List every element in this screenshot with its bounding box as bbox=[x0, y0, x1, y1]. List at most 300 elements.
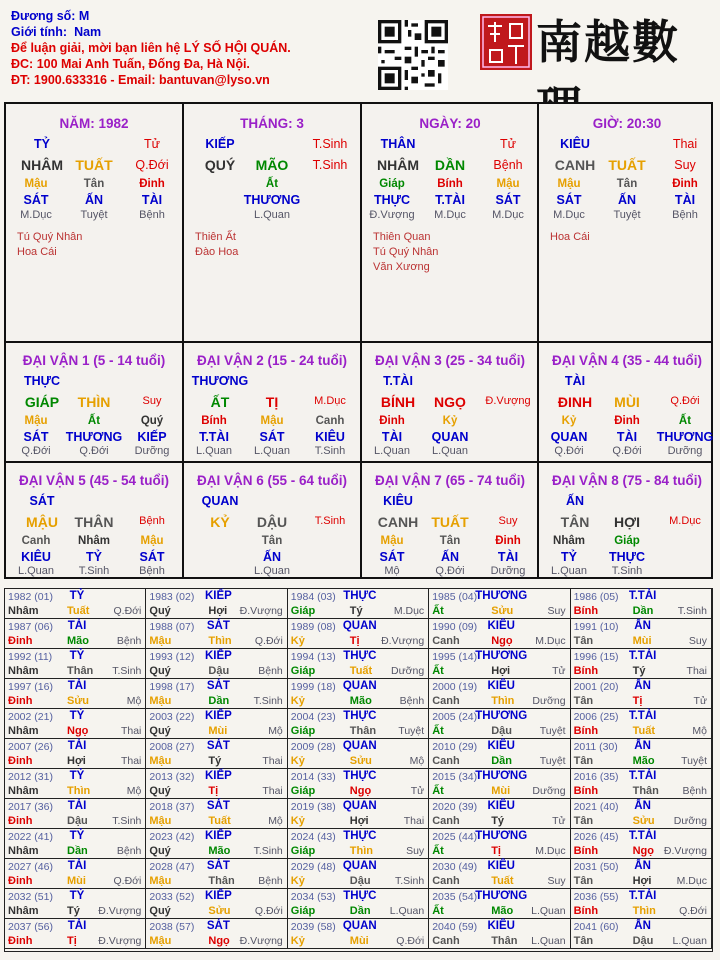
year-label: 1984 (03) bbox=[290, 591, 336, 603]
year-god: THƯƠNG bbox=[475, 890, 528, 902]
year-state: Bệnh bbox=[399, 695, 425, 707]
year-branch: Thân bbox=[67, 665, 94, 677]
pillar-title: GIỜ: 20:30 bbox=[592, 116, 662, 131]
year-label: 2029 (48) bbox=[290, 861, 336, 873]
year-state: Bệnh bbox=[682, 785, 707, 797]
hidden-stem: Đinh bbox=[495, 535, 521, 547]
year-god: KIÊU bbox=[487, 800, 515, 812]
life-stage: Bệnh bbox=[139, 565, 165, 577]
year-stem: Đinh bbox=[8, 635, 33, 647]
year-god: KIÊU bbox=[487, 620, 515, 632]
hidden-stem: Tân bbox=[83, 178, 105, 190]
earthly-branch: NGỌ bbox=[434, 394, 466, 410]
dai-van-state: Đ.Vượng bbox=[485, 395, 531, 407]
year-stem: Nhâm bbox=[8, 845, 39, 857]
year-stem: Đinh bbox=[8, 695, 33, 707]
year-cell bbox=[571, 709, 712, 739]
year-state: Mộ bbox=[126, 785, 142, 797]
year-state: M.Dục bbox=[393, 605, 425, 617]
year-branch: Thân bbox=[632, 785, 659, 797]
year-stem: Bính bbox=[573, 905, 599, 917]
year-state: Suy bbox=[688, 635, 707, 647]
ten-god: SÁT bbox=[379, 550, 405, 564]
hidden-stem: Tân bbox=[261, 535, 283, 547]
pillar-left-god: KIẾP bbox=[205, 137, 235, 151]
year-cell bbox=[5, 739, 146, 769]
earthly-branch: THÂN bbox=[74, 514, 114, 530]
year-branch: Dần bbox=[491, 755, 512, 767]
year-state: Tử bbox=[410, 785, 425, 797]
ten-god: SÁT bbox=[556, 193, 582, 207]
year-stem: Nhâm bbox=[8, 785, 39, 797]
year-god: SÁT bbox=[206, 860, 230, 872]
hidden-stem: Mậu bbox=[496, 178, 520, 190]
year-stem: Ất bbox=[432, 785, 444, 797]
year-god: QUAN bbox=[342, 620, 377, 632]
ten-god: T.TÀI bbox=[199, 430, 229, 444]
year-cell bbox=[5, 649, 146, 679]
year-state: Tử bbox=[552, 665, 566, 677]
pillar-state: Bệnh bbox=[493, 158, 523, 172]
dai-van-state: T.Sinh bbox=[314, 515, 346, 527]
year-god: KIẾP bbox=[204, 710, 232, 722]
year-cell bbox=[146, 829, 287, 859]
year-branch: Sửu bbox=[67, 695, 90, 707]
year-god: KIẾP bbox=[204, 590, 232, 602]
year-stem: Canh bbox=[432, 695, 460, 707]
year-god: ẤN bbox=[634, 800, 651, 812]
hidden-stem: Mậu bbox=[557, 178, 581, 190]
year-stem: Quý bbox=[149, 845, 171, 857]
year-cell bbox=[288, 769, 429, 799]
life-stage: L.Quan bbox=[253, 565, 291, 577]
hidden-stem: Nhâm bbox=[553, 535, 585, 547]
ten-god: SÁT bbox=[139, 550, 165, 564]
year-cell bbox=[571, 829, 712, 859]
year-label: 2013 (32) bbox=[149, 771, 195, 783]
earthly-branch: MÙI bbox=[614, 394, 640, 410]
year-label: 2010 (29) bbox=[432, 741, 478, 753]
year-branch: Mão bbox=[208, 845, 231, 857]
ten-god: TÀI bbox=[616, 430, 638, 444]
year-stem: Đinh bbox=[8, 875, 33, 887]
duong-so: Đương số: M bbox=[11, 9, 90, 23]
year-label: 1999 (18) bbox=[290, 681, 336, 693]
year-god: TỶ bbox=[69, 590, 85, 602]
year-label: 2020 (39) bbox=[432, 801, 478, 813]
year-god: TÀI bbox=[67, 800, 87, 812]
year-cell bbox=[429, 739, 570, 769]
ten-god: ẤN bbox=[617, 193, 637, 207]
year-branch: Thân bbox=[491, 935, 518, 947]
dai-van-state: Bệnh bbox=[139, 515, 165, 527]
year-state: Q.Đới bbox=[679, 905, 707, 917]
year-stem: Tân bbox=[573, 935, 594, 947]
year-label: 2021 (40) bbox=[573, 801, 619, 813]
year-state: T.Sinh bbox=[677, 605, 707, 617]
year-god: THƯƠNG bbox=[475, 830, 528, 842]
year-cell bbox=[5, 709, 146, 739]
year-cell bbox=[571, 739, 712, 769]
life-stage: Bệnh bbox=[139, 209, 165, 221]
shen-sha: Hoa Cái bbox=[550, 231, 590, 243]
year-state: M.Dục bbox=[676, 875, 707, 887]
life-stage: M.Dục bbox=[553, 209, 585, 221]
year-stem: Quý bbox=[149, 785, 171, 797]
year-god: THỰC bbox=[343, 710, 377, 722]
year-state: M.Dục bbox=[535, 635, 566, 647]
year-branch: Thìn bbox=[491, 695, 515, 707]
shen-sha: Hoa Cái bbox=[17, 246, 57, 258]
year-branch: Mão bbox=[67, 635, 89, 647]
year-god: KIẾP bbox=[204, 770, 232, 782]
year-label: 1989 (08) bbox=[290, 621, 336, 633]
life-stage: Đ.Vượng bbox=[369, 209, 415, 221]
year-stem: Mậu bbox=[149, 875, 172, 887]
year-label: 2033 (52) bbox=[149, 891, 195, 903]
year-stem: Tân bbox=[573, 875, 594, 887]
year-cell bbox=[288, 799, 429, 829]
hidden-stem: Mậu bbox=[140, 535, 164, 547]
year-cell bbox=[571, 859, 712, 889]
year-branch: Hợi bbox=[491, 665, 511, 677]
year-label: 2039 (58) bbox=[290, 921, 336, 933]
year-state: Đ.Vượng bbox=[98, 935, 142, 947]
qr-code-icon[interactable] bbox=[378, 20, 448, 90]
year-stem: Giáp bbox=[290, 605, 316, 617]
dai-van-state: Q.Đới bbox=[670, 395, 700, 407]
dai-van-state: Suy bbox=[498, 515, 518, 527]
year-branch: Ngọ bbox=[67, 725, 89, 737]
year-branch: Tuất bbox=[208, 815, 231, 827]
year-state: Bệnh bbox=[258, 665, 283, 677]
year-god: THƯƠNG bbox=[475, 650, 528, 662]
year-state: Q.Đới bbox=[254, 635, 283, 647]
hidden-stem: Đinh bbox=[672, 178, 698, 190]
year-cell bbox=[288, 889, 429, 919]
year-branch: Ngọ bbox=[208, 935, 230, 947]
year-stem: Mậu bbox=[149, 695, 172, 707]
pillar-right-state: Tử bbox=[499, 137, 517, 151]
year-stem: Kỷ bbox=[290, 695, 305, 707]
year-label: 2034 (53) bbox=[290, 891, 336, 903]
year-branch: Hợi bbox=[349, 815, 369, 827]
year-god: THƯƠNG bbox=[475, 590, 528, 602]
year-cell bbox=[288, 679, 429, 709]
year-label: 1996 (15) bbox=[573, 651, 619, 663]
year-state: Thai bbox=[686, 665, 707, 677]
life-stage: Dưỡng bbox=[667, 445, 703, 457]
year-branch: Sửu bbox=[491, 605, 514, 617]
year-branch: Sửu bbox=[349, 755, 372, 767]
year-cell bbox=[146, 799, 287, 829]
ten-god: TÀI bbox=[141, 193, 163, 207]
year-cell bbox=[146, 769, 287, 799]
ten-god: THƯƠNG bbox=[65, 430, 123, 444]
year-god: KIÊU bbox=[487, 680, 515, 692]
dai-van-cell bbox=[539, 463, 715, 581]
shen-sha: Thiên Ất bbox=[195, 231, 236, 243]
year-label: 2022 (41) bbox=[8, 831, 53, 843]
seal-stamp-icon bbox=[478, 12, 534, 72]
year-stem: Bính bbox=[573, 665, 599, 677]
year-state: Đ.Vượng bbox=[98, 905, 142, 917]
year-state: Mộ bbox=[409, 755, 425, 767]
pillar-state: Suy bbox=[674, 158, 696, 172]
year-god: KIẾP bbox=[204, 830, 232, 842]
year-stem: Canh bbox=[432, 755, 460, 767]
year-god: THỰC bbox=[343, 890, 377, 902]
life-stage: Q.Đới bbox=[435, 565, 465, 577]
pillar-right-state: Thai bbox=[672, 137, 698, 151]
ten-god: SÁT bbox=[495, 193, 521, 207]
ten-god: SÁT bbox=[23, 193, 49, 207]
year-branch: Tý bbox=[67, 905, 80, 917]
year-god: SÁT bbox=[206, 620, 230, 632]
year-cell bbox=[571, 889, 712, 919]
year-state: Thai bbox=[262, 755, 283, 767]
year-cell bbox=[288, 739, 429, 769]
app-title: 南越數 bbox=[536, 15, 680, 69]
heavenly-stem: ĐINH bbox=[557, 394, 593, 410]
hidden-stem: Tân bbox=[439, 535, 461, 547]
earthly-branch: HỢI bbox=[614, 514, 640, 530]
year-branch: Mão bbox=[349, 695, 372, 707]
dai-van-title: ĐẠI VẬN 2 (15 - 24 tuổi) bbox=[196, 353, 348, 368]
dai-van-title: ĐẠI VẬN 5 (45 - 54 tuổi) bbox=[18, 473, 170, 488]
year-label: 2009 (28) bbox=[290, 741, 336, 753]
year-label: 2011 (30) bbox=[573, 741, 618, 753]
year-label: 2016 (35) bbox=[573, 771, 619, 783]
year-label: 2017 (36) bbox=[8, 801, 53, 813]
heavenly-stem: BÍNH bbox=[380, 394, 416, 410]
year-state: Tuyệt bbox=[681, 755, 707, 767]
ten-god: KIÊU bbox=[315, 430, 345, 444]
dai-van-god: ẤN bbox=[565, 494, 585, 508]
year-cell bbox=[571, 649, 712, 679]
heavenly-stem: ẤT bbox=[210, 394, 230, 410]
year-label: 2041 (60) bbox=[573, 921, 619, 933]
year-stem: Giáp bbox=[290, 845, 316, 857]
year-branch: Dậu bbox=[491, 725, 512, 737]
year-branch: Mùi bbox=[491, 785, 511, 797]
year-god: ẤN bbox=[634, 680, 651, 692]
year-stem: Đinh bbox=[8, 935, 33, 947]
year-stem: Nhâm bbox=[8, 905, 39, 917]
year-stem: Tân bbox=[573, 635, 594, 647]
year-label: 2038 (57) bbox=[149, 921, 195, 933]
year-label: 1982 (01) bbox=[8, 591, 53, 603]
year-cell bbox=[146, 859, 287, 889]
year-branch: Thìn bbox=[208, 635, 232, 647]
life-stage: Tuyệt bbox=[613, 209, 641, 221]
dai-van-cell bbox=[184, 343, 360, 461]
year-cell bbox=[429, 799, 570, 829]
year-branch: Mùi bbox=[208, 725, 228, 737]
dai-van-cell bbox=[6, 343, 182, 461]
year-label: 2023 (42) bbox=[149, 831, 195, 843]
dai-van-title: ĐẠI VẬN 4 (35 - 44 tuổi) bbox=[551, 353, 703, 368]
heavenly-stem: MẬU bbox=[26, 514, 58, 530]
year-state: Tuyệt bbox=[539, 755, 566, 767]
year-state: Tuyệt bbox=[398, 725, 425, 737]
year-stem: Canh bbox=[432, 815, 460, 827]
shen-sha: Tú Quý Nhân bbox=[373, 246, 439, 258]
year-branch: Mùi bbox=[632, 635, 652, 647]
address-line: ĐC: 100 Mai Anh Tuấn, Đống Đa, Hà Nội. bbox=[11, 57, 250, 71]
pillar-right-state: T.Sinh bbox=[312, 137, 348, 151]
life-stage: T.Sinh bbox=[611, 565, 643, 577]
hidden-stem: Mậu bbox=[260, 415, 284, 427]
year-branch: Dần bbox=[67, 845, 88, 857]
dai-van-cell bbox=[184, 463, 360, 581]
year-label: 2014 (33) bbox=[290, 771, 336, 783]
pillar-title: THÁNG: 3 bbox=[240, 116, 304, 131]
year-state: Thai bbox=[262, 785, 283, 797]
year-label: 2015 (34) bbox=[432, 771, 478, 783]
year-state: Q.Đới bbox=[396, 935, 425, 947]
dai-van-god: THỰC bbox=[23, 374, 61, 388]
life-stage: L.Quan bbox=[253, 445, 291, 457]
year-branch: Thìn bbox=[67, 785, 91, 797]
hidden-stem: Quý bbox=[140, 415, 164, 427]
pillar-cell bbox=[539, 104, 715, 341]
earthly-branch: DẬU bbox=[256, 514, 288, 530]
life-stage: Q.Đới bbox=[79, 445, 109, 457]
ten-god: THƯƠNG bbox=[243, 193, 301, 207]
ten-god: QUAN bbox=[550, 430, 588, 444]
year-label: 1987 (06) bbox=[8, 621, 53, 633]
shen-sha: Đào Hoa bbox=[195, 246, 239, 258]
year-cell bbox=[429, 619, 570, 649]
year-god: TÀI bbox=[67, 920, 87, 932]
year-cell bbox=[5, 889, 146, 919]
contact-line: Để luận giải, mời bạn liên hệ LÝ SỐ HỘI QUÁN. bbox=[11, 41, 291, 55]
life-stage: Mộ bbox=[384, 565, 400, 577]
ten-god: QUAN bbox=[431, 430, 469, 444]
year-branch: Dần bbox=[632, 605, 654, 617]
life-stage: Dưỡng bbox=[490, 565, 526, 577]
life-stage: Tuyệt bbox=[80, 209, 108, 221]
pillar-title: NGÀY: 20 bbox=[419, 116, 481, 131]
year-state: Thai bbox=[120, 755, 142, 767]
year-cell bbox=[5, 619, 146, 649]
ten-god: TÀI bbox=[674, 193, 696, 207]
year-label: 2005 (24) bbox=[432, 711, 478, 723]
dai-van-state: Suy bbox=[142, 395, 162, 407]
year-state: L.Quan bbox=[531, 905, 566, 917]
hidden-stem: Bính bbox=[437, 178, 463, 190]
year-stem: Quý bbox=[149, 725, 171, 737]
year-state: Mộ bbox=[692, 725, 707, 737]
ten-god: ẤN bbox=[440, 550, 460, 564]
ten-god: TỶ bbox=[561, 550, 577, 564]
year-state: Dưỡng bbox=[391, 665, 425, 677]
year-god: QUAN bbox=[342, 800, 377, 812]
year-branch: Mão bbox=[632, 755, 655, 767]
year-cell bbox=[571, 769, 712, 799]
year-god: QUAN bbox=[342, 920, 377, 932]
year-stem: Mậu bbox=[149, 815, 172, 827]
hidden-stem: Ất bbox=[87, 415, 101, 427]
year-label: 2025 (44) bbox=[432, 831, 478, 843]
year-god: KIÊU bbox=[487, 860, 515, 872]
ten-god: THỰC bbox=[373, 193, 411, 207]
ten-god: SÁT bbox=[23, 430, 49, 444]
gioi-tinh-label: Giới tính: bbox=[11, 25, 68, 39]
year-god: QUAN bbox=[342, 740, 377, 752]
year-state: Mộ bbox=[126, 695, 142, 707]
heavenly-stem: CANH bbox=[554, 157, 596, 173]
year-cell bbox=[288, 589, 429, 619]
year-stem: Giáp bbox=[290, 665, 316, 677]
dai-van-god: T.TÀI bbox=[383, 374, 413, 388]
year-cell bbox=[5, 799, 146, 829]
year-branch: Ngọ bbox=[632, 845, 654, 857]
year-branch: Dần bbox=[349, 905, 371, 917]
year-label: 2037 (56) bbox=[8, 921, 53, 933]
pillar-title: NĂM: 1982 bbox=[59, 116, 129, 131]
year-state: Bệnh bbox=[116, 635, 142, 647]
earthly-branch: TỊ bbox=[265, 394, 279, 410]
year-cell bbox=[571, 799, 712, 829]
earthly-branch: TUẤT bbox=[608, 157, 646, 173]
year-god: THỰC bbox=[343, 770, 377, 782]
dai-van-title: ĐẠI VẬN 6 (55 - 64 tuổi) bbox=[196, 473, 348, 488]
year-branch: Thân bbox=[208, 875, 235, 887]
year-god: THƯƠNG bbox=[475, 770, 528, 782]
year-label: 2018 (37) bbox=[149, 801, 195, 813]
year-stem: Bính bbox=[573, 785, 599, 797]
year-god: ẤN bbox=[634, 620, 651, 632]
year-label: 2030 (49) bbox=[432, 861, 478, 873]
year-label: 1990 (09) bbox=[432, 621, 478, 633]
dai-van-cell bbox=[362, 343, 538, 461]
ten-god: THƯƠNG bbox=[656, 430, 714, 444]
chart-frame bbox=[4, 102, 713, 579]
shen-sha: Tú Quý Nhân bbox=[17, 231, 83, 243]
year-state: T.Sinh bbox=[112, 815, 142, 827]
ten-god: ẤN bbox=[84, 193, 104, 207]
year-state: L.Quan bbox=[672, 935, 707, 947]
year-god: TỶ bbox=[69, 650, 85, 662]
ten-god: KIẾP bbox=[137, 430, 167, 444]
year-state: T.Sinh bbox=[253, 695, 283, 707]
year-god: QUAN bbox=[342, 860, 377, 872]
ten-god: T.TÀI bbox=[435, 193, 465, 207]
year-stem: Mậu bbox=[149, 755, 172, 767]
year-branch: Tị bbox=[349, 635, 360, 647]
year-label: 2003 (22) bbox=[149, 711, 195, 723]
dai-van-title: ĐẠI VẬN 1 (5 - 14 tuổi) bbox=[22, 353, 166, 368]
life-stage: L.Quan bbox=[253, 209, 291, 221]
year-stem: Ất bbox=[432, 845, 444, 857]
year-state: Đ.Vượng bbox=[381, 635, 425, 647]
year-label: 2026 (45) bbox=[573, 831, 619, 843]
year-god: T.TÀI bbox=[628, 890, 657, 902]
life-stage: M.Dục bbox=[20, 209, 52, 221]
hidden-stem: Mậu bbox=[24, 178, 48, 190]
year-cell bbox=[146, 589, 287, 619]
year-cell bbox=[5, 679, 146, 709]
year-god: KIẾP bbox=[204, 650, 232, 662]
year-cell bbox=[288, 649, 429, 679]
year-branch: Tuất bbox=[67, 605, 90, 617]
year-cell bbox=[288, 709, 429, 739]
year-state: Đ.Vượng bbox=[239, 935, 283, 947]
year-branch: Mùi bbox=[349, 935, 369, 947]
year-stem: Quý bbox=[149, 665, 171, 677]
